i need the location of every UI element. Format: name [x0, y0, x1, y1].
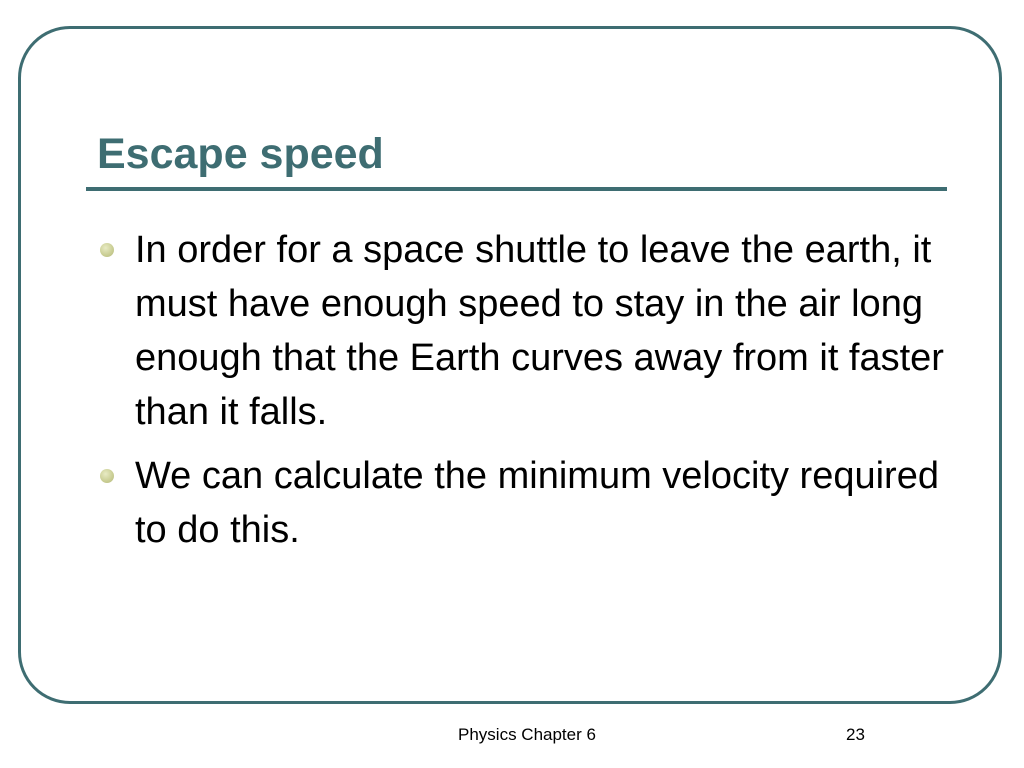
bullet-dot-icon — [100, 469, 114, 483]
bullet-text: We can calculate the minimum velocity required to do this. — [135, 455, 939, 551]
bullet-dot-icon — [100, 243, 114, 257]
footer-text: Physics Chapter 6 — [458, 725, 596, 744]
slide-title: Escape speed — [97, 130, 384, 178]
bullet-text: In order for a space shuttle to leave the earth, it must have enough speed to stay in the air long enough that the Earth curves away from it faster than it falls. — [135, 229, 944, 433]
bullet-list — [98, 223, 958, 567]
bullet-item — [98, 223, 958, 439]
slide-number: 23 — [846, 725, 865, 744]
bullet-item — [98, 449, 958, 557]
title-underline — [86, 187, 947, 191]
